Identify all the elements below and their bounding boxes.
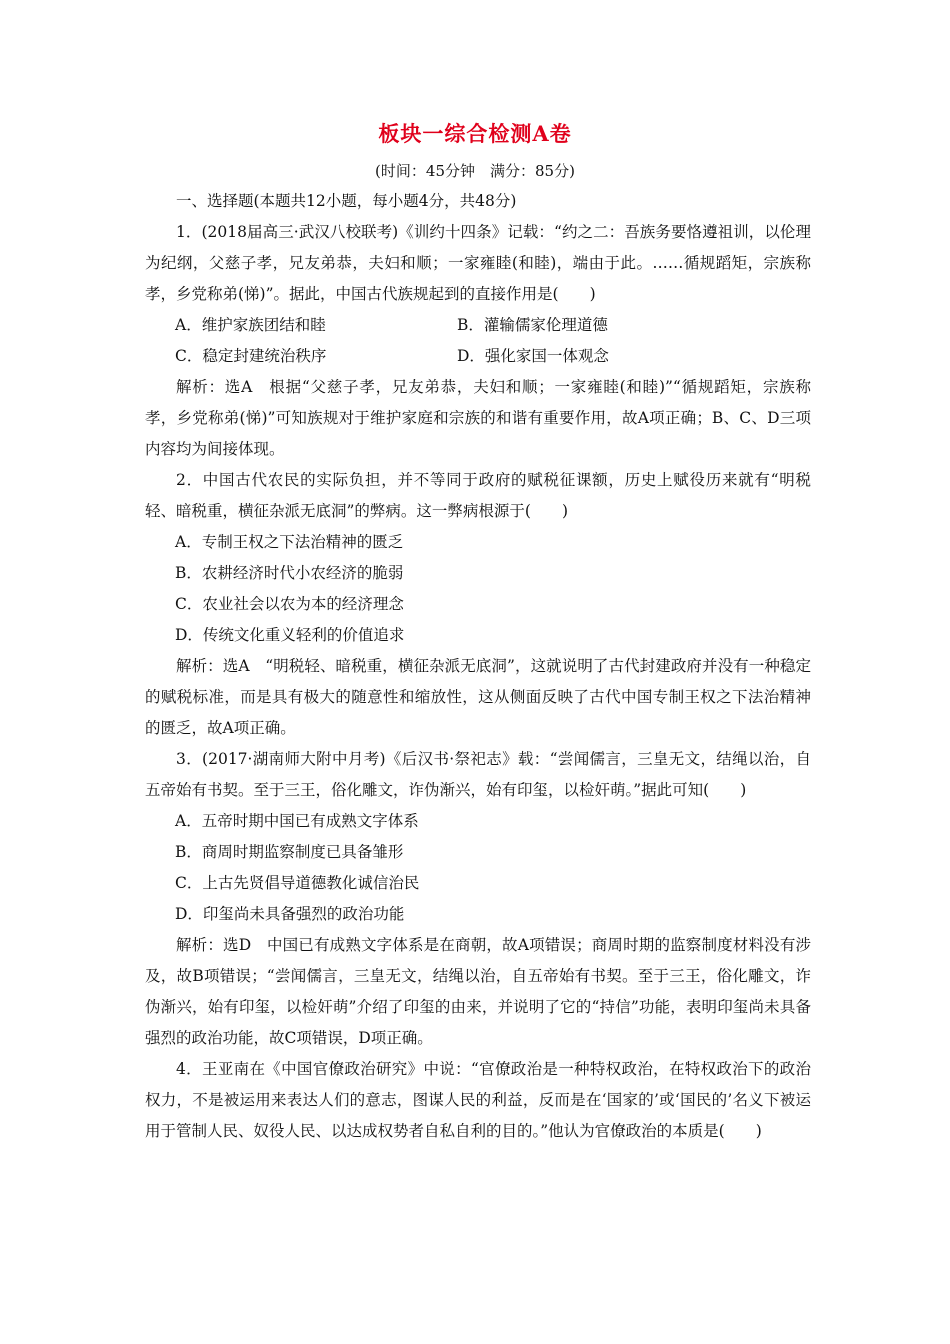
option-c: C．稳定封建统治秩序: [175, 347, 327, 365]
option-b: B．灌输儒家伦理道德: [457, 316, 608, 334]
option-a: A．五帝时期中国已有成熟文字体系: [175, 812, 419, 830]
question-stem: 2．中国古代农民的实际负担，并不等同于政府的赋税征课额，历史上赋役历来就有“明税轻、暗税重，横征杂派无底洞”的弊病。这一弊病根源于( ): [145, 471, 811, 520]
answer-analysis: 解析：选A 根据“父慈子孝，兄友弟恭，夫妇和顺；一家雍睦(和睦)”“循规蹈矩，宗族称孝，乡党称弟(悌)”可知族规对于维护家庭和宗族的和谐有重要作用，故A项正确；B、C、D三项内容均为间接体现。: [145, 378, 811, 458]
answer-analysis: 解析：选D 中国已有成熟文字体系是在商朝，故A项错误；商周时期的监察制度材料没有涉及，故B项错误；“尝闻儒言，三皇无文，结绳以治，自五帝始有书契。至于三王，俗化雕文，诈伪渐兴，始有印玺，以检奸萌”介绍了印玺的由来，并说明了它的“持信”功能，表明印玺尚未具备强烈的政治功能，故C项错误，D项正确。: [145, 936, 811, 1047]
question-stem: 3．(2017·湖南师大附中月考)《后汉书·祭祀志》载：“尝闻儒言，三皇无文，结绳以治，自五帝始有书契。至于三王，俗化雕文，诈伪渐兴，始有印玺，以检奸萌。”据此可知( ): [145, 750, 811, 799]
option-c: C．农业社会以农为本的经济理念: [175, 595, 404, 613]
option-c: C．上古先贤倡导道德教化诚信治民: [175, 874, 420, 892]
option-d: D．印玺尚未具备强烈的政治功能: [175, 905, 405, 923]
option-b: B．商周时期监察制度已具备雏形: [175, 843, 404, 861]
question-list: [145, 186, 811, 1147]
option-row: [145, 310, 811, 341]
question-stem: 4．王亚南在《中国官僚政治研究》中说：“官僚政治是一种特权政治，在特权政治下的政治权力，不是被运用来表达人们的意志，图谋人民的利益，反而是在‘国家的’或‘国民的’名义下被运用于管制人民、奴役人民、以达成权势者自私自利的目的。”他认为官僚政治的本质是( ): [145, 1060, 811, 1140]
option-a: A．专制王权之下法治精神的匮乏: [175, 533, 404, 551]
option-d: D．传统文化重义轻利的价值追求: [175, 626, 405, 644]
section-heading: 一、选择题(本题共12小题，每小题4分，共48分): [176, 192, 517, 210]
option-a: A．维护家族团结和睦: [175, 316, 326, 334]
exam-info: (时间：45分钟 满分：85分): [375, 162, 575, 180]
page-title: 板块一综合检测A卷: [378, 121, 572, 146]
option-row: [145, 341, 811, 372]
option-d: D．强化家国一体观念: [457, 347, 609, 365]
option-b: B．农耕经济时代小农经济的脆弱: [175, 564, 404, 582]
question-stem: 1．(2018届高三·武汉八校联考)《训约十四条》记载：“约之二：吾族务要恪遵祖训，以伦理为纪纲，父慈子孝，兄友弟恭，夫妇和顺；一家雍睦(和睦)，端由于此。……循规蹈矩，宗族称孝，乡党称弟(悌)”。据此，中国古代族规起到的直接作用是( ): [145, 223, 811, 303]
answer-analysis: 解析：选A “明税轻、暗税重，横征杂派无底洞”，这就说明了古代封建政府并没有一种稳定的赋税标准，而是具有极大的随意性和缩放性，这从侧面反映了古代中国专制王权之下法治精神的匮乏，故A项正确。: [145, 657, 811, 737]
